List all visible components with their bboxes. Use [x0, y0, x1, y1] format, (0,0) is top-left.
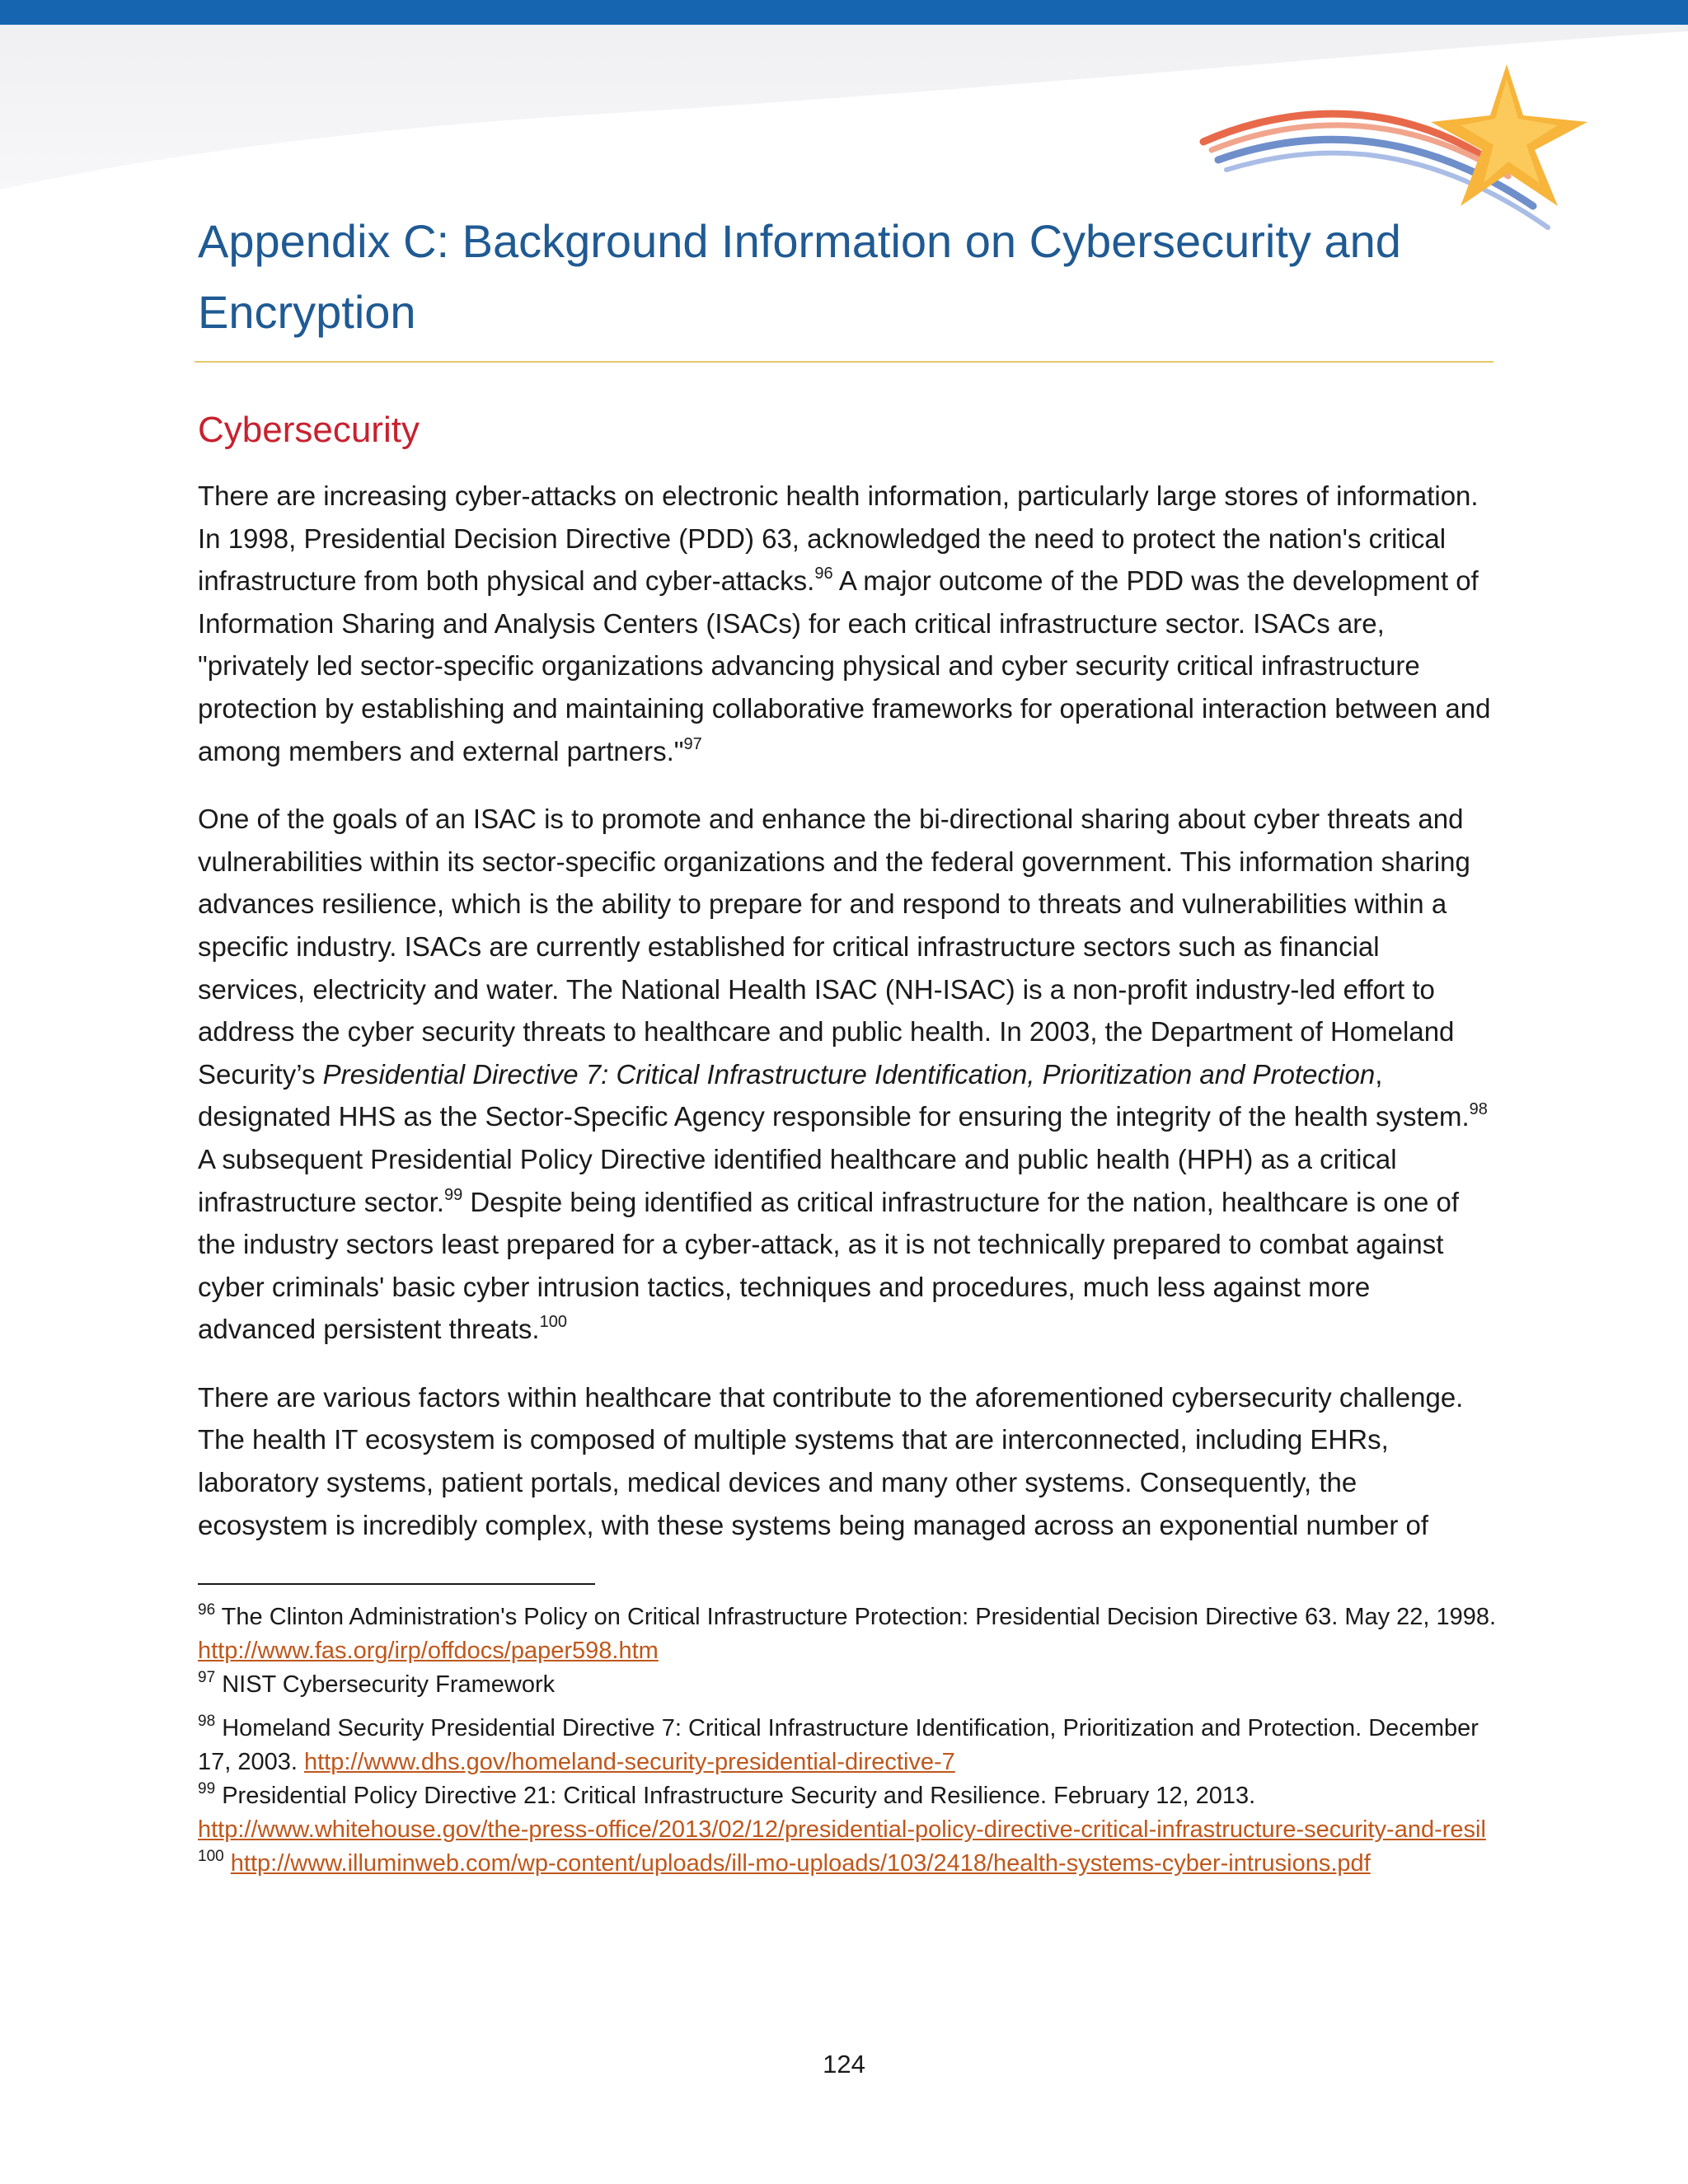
header-swoosh-shape — [0, 25, 1688, 190]
footnote-ref-96[interactable]: 96 — [814, 565, 833, 583]
page-number: 124 — [823, 2050, 865, 2079]
footnote-100: $^{100}$ http://www.illuminweb.com/wp-content/uploads/ill-mo-uploads/103/2418/health-systems-cyber-intrusions.pdf — [198, 1848, 1371, 1877]
footnote-96-link[interactable]: http://www.fas.org/irp/offdocs/paper598.htm — [198, 1638, 659, 1664]
footnote-ref-98[interactable]: 98 — [1469, 1100, 1488, 1119]
directive-title: Presidential Directive 7: Critical Infrastructure Identification, Prioritization and Protection — [322, 1058, 1376, 1090]
page-title-line-2: Encryption — [198, 286, 416, 338]
paragraph-1: There are increasing cyber-attacks on electronic health information, particularly large stores of information. In 1998, Presidential Decision Directive (PDD) 63, acknowledged the need to protect the nation's critical infrastructure from both physical and cyber-attacks.$^{96}$ A major outcome of the PDD was the development of Information Sharing and Analysis Centers (ISACs) for each critical infrastructure sector. ISACs are, "privately led sector-specific organizations advancing physical and cyber security critical infrastructure protection by establishing and maintaining collaborative frameworks for operational interaction between and among members and external partners."$^{97}$ — [198, 480, 1491, 766]
footnote-98-link[interactable]: http://www.dhs.gov/homeland-security-presidential-directive-7 — [304, 1749, 955, 1775]
footnote-100-link[interactable]: http://www.illuminweb.com/wp-content/uploads/ill-mo-uploads/103/2418/health-systems-cyber-intrusions.pdf — [230, 1850, 1371, 1877]
footnote-ref-100[interactable]: 100 — [539, 1313, 567, 1332]
title-divider — [195, 361, 1493, 363]
footnote-separator — [198, 1583, 595, 1585]
section-heading: Cybersecurity — [198, 410, 420, 450]
footnotes — [198, 1601, 1500, 1881]
footnote-99: $^{99}$ Presidential Policy Directive 21: Critical Infrastructure Security and Resilience. February 12, 2013. http://www.whitehouse.gov/the-press-office/2013/02/12/presidential-policy-directive-critical-infrastructure-security-and-resil — [198, 1780, 1486, 1843]
page-title-line-1: Appendix C: Background Information on Cybersecurity and — [198, 215, 1401, 267]
paragraph-2: One of the goals of an ISAC is to promote and enhance the bi-directional sharing about cyber threats and vulnerabilities within its sector-specific organizations and the federal government. This information sharing advances resilience, which is the ability to prepare for and respond to threats and vulnerabilities within a specific industry. ISACs are currently established for critical infrastructure sectors such as financial services, electricity and water. The National Health ISAC (NH-ISAC) is a non-profit industry-led effort to address the cyber security threats to healthcare and public health. In 2003, the Department of Homeland Security’s Presidential Directive 7: Critical Infrastructure Identification, Prioritization and Protection, designated HHS as the Sector-Specific Agency responsible for ensuring the integrity of the health system.$^{98}$ A subsequent Presidential Policy Directive identified healthcare and public health (HPH) as a critical infrastructure sector.$^{99}$ Despite being identified as critical infrastructure for the nation, healthcare is one of the industry sectors least prepared for a cyber-attack, as it is not technically prepared to combat against cyber criminals' basic cyber intrusion tactics, techniques and procedures, much less against more advanced persistent threats.$^{100}$ — [198, 804, 1488, 1345]
footnote-97: $^{97}$ NIST Cybersecurity Framework — [198, 1669, 556, 1698]
footnote-99-link[interactable]: http://www.whitehouse.gov/the-press-office/2013/02/12/presidential-policy-directive-critical-infrastructure-security-and-resil — [198, 1816, 1486, 1843]
footnote-96: $^{96}$ The Clinton Administration's Policy on Critical Infrastructure Protection: Presidential Decision Directive 63. May 22, 1998. http://www.fas.org/irp/offdocs/paper598.htm — [198, 1601, 1497, 1664]
footnote-98: $^{98}$ Homeland Security Presidential Directive 7: Critical Infrastructure Identification, Prioritization and Protection. December 17, 2003. http://www.dhs.gov/homeland-security-presidential-directive-7 — [198, 1713, 1479, 1775]
body-text — [198, 475, 1492, 1572]
page-title — [198, 206, 1517, 348]
footnote-ref-99[interactable]: 99 — [443, 1185, 463, 1204]
footnote-ref-97[interactable]: 97 — [683, 734, 702, 753]
paragraph-3: There are various factors within healthcare that contribute to the aforementioned cybersecurity challenge. The health IT ecosystem is composed of multiple systems that are interconnected, including EHRs, laboratory systems, patient portals, medical devices and many other systems. Consequently, the ecosystem is incredibly complex, with these systems being managed across an exponential number of — [198, 1381, 1464, 1540]
top-color-band — [0, 0, 1688, 25]
